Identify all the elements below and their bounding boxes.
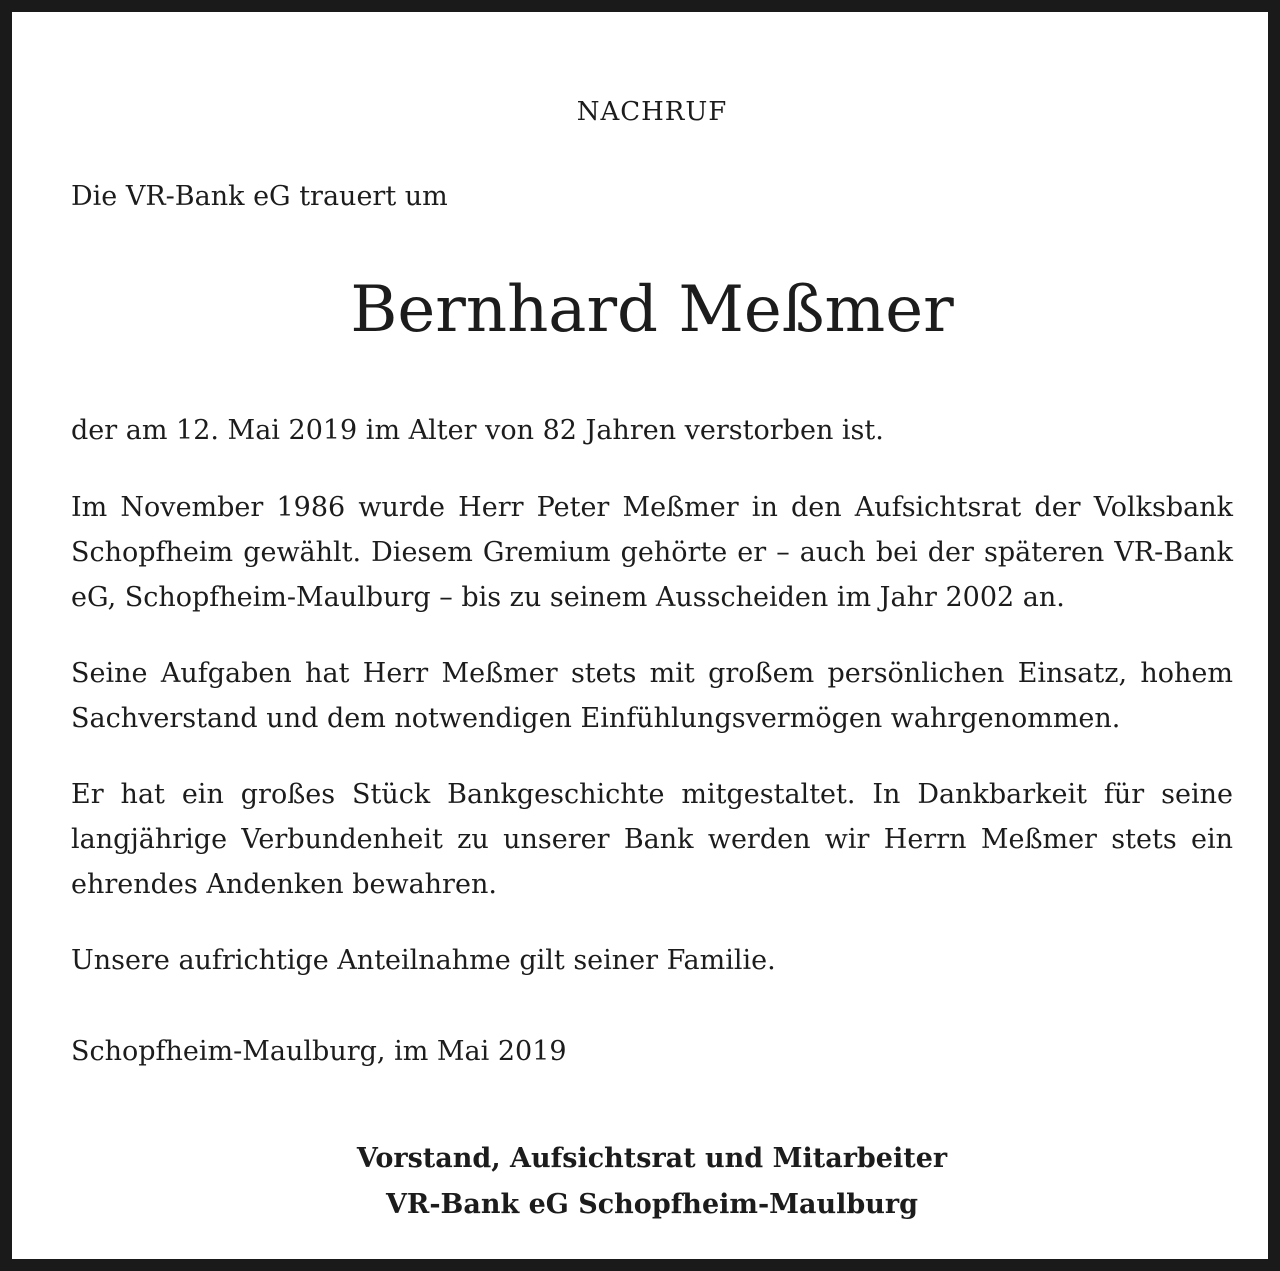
paragraph-death-date: der am 12. Mai 2019 im Alter von 82 Jahren verstorben ist. [71, 415, 884, 446]
intro-line: Die VR-Bank eG trauert um [71, 181, 448, 212]
paragraph-duties: Seine Aufgaben hat Herr Meßmer stets mit großem persönlichen Einsatz, hohem Sachverstand und dem notwendigen Einfühlungsvermögen wahrgenommen. [71, 658, 1233, 734]
notice-heading: NACHRUF [576, 97, 728, 127]
signature-block [71, 1136, 1233, 1228]
paragraph-gratitude: Er hat ein großes Stück Bankgeschichte mitgestaltet. In Dankbarkeit für seine langjährige Verbundenheit zu unserer Bank werden wir Herrn Meßmer stets ein ehrendes Andenken bewahren. [71, 779, 1233, 900]
place-and-date: Schopfheim-Maulburg, im Mai 2019 [71, 1036, 567, 1067]
deceased-name: Bernhard Meßmer [350, 273, 954, 347]
signature-line-2: VR-Bank eG Schopfheim-Maulburg [385, 1189, 919, 1220]
paragraph-career: Im November 1986 wurde Herr Peter Meßmer in den Aufsichtsrat der Volksbank Schopfheim gewählt. Diesem Gremium gehörte er – auch bei der späteren VR-Bank eG, Schopfheim-Maulburg – bis zu seinem Ausscheiden im Jahr 2002 an. [71, 492, 1233, 613]
paragraph-condolence: Unsere aufrichtige Anteilnahme gilt seiner Familie. [71, 945, 776, 976]
signature-line-1: Vorstand, Aufsichtsrat und Mitarbeiter [356, 1143, 948, 1174]
